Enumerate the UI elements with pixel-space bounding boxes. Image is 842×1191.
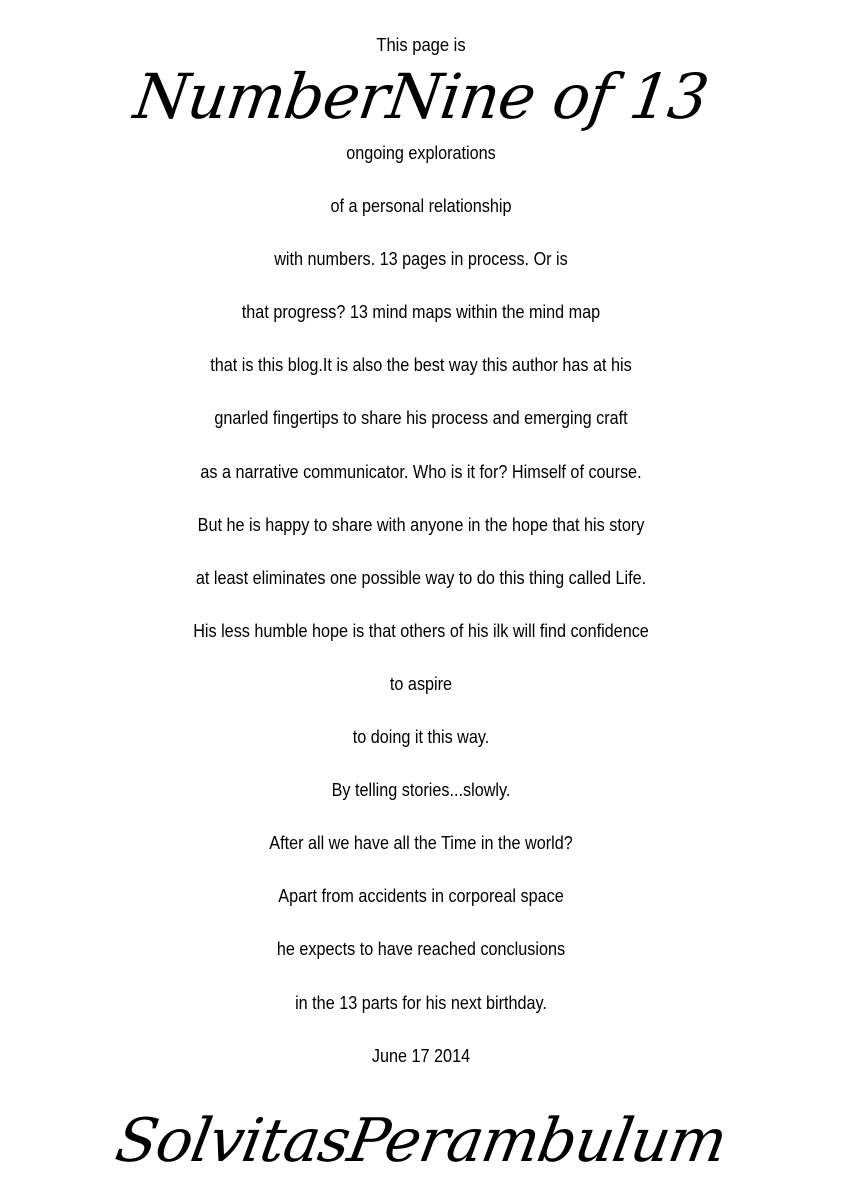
body-line: By telling stories...slowly. <box>331 780 511 801</box>
body-line: he expects to have reached conclusions <box>276 939 566 960</box>
body-line: as a narrative communicator. Who is it for? Himself of course. <box>200 461 642 482</box>
signature: SolvitasPerambulum <box>110 1106 732 1176</box>
body-line: Apart from accidents in corporeal space <box>278 886 564 907</box>
body-line: But he is happy to share with anyone in the hope that his story <box>197 514 645 535</box>
body-line: gnarled fingertips to share his process and emerging craft <box>214 408 628 429</box>
intro-text: This page is <box>376 35 466 55</box>
body-line: of a personal relationship <box>330 196 512 217</box>
body-line: that progress? 13 mind maps within the mind map <box>241 302 601 323</box>
body-line: that is this blog.It is also the best way this author has at his <box>210 355 632 376</box>
body-line: to doing it this way. <box>352 727 490 748</box>
body-line: His less humble hope is that others of his ilk will find confidence <box>193 620 649 641</box>
body-line: ongoing explorations <box>346 143 496 163</box>
body-line: in the 13 parts for his next birthday. <box>295 992 547 1013</box>
body-line: with numbers. 13 pages in process. Or is <box>274 249 568 270</box>
body-line: to aspire <box>389 673 453 694</box>
body-line: After all we have all the Time in the world? <box>269 833 573 854</box>
page-title: NumberNine of 13 <box>129 60 713 133</box>
body-line: at least eliminates one possible way to do this thing called Life. <box>195 567 647 588</box>
poem-body <box>0 141 842 1097</box>
date-line: June 17 2014 <box>371 1045 471 1066</box>
